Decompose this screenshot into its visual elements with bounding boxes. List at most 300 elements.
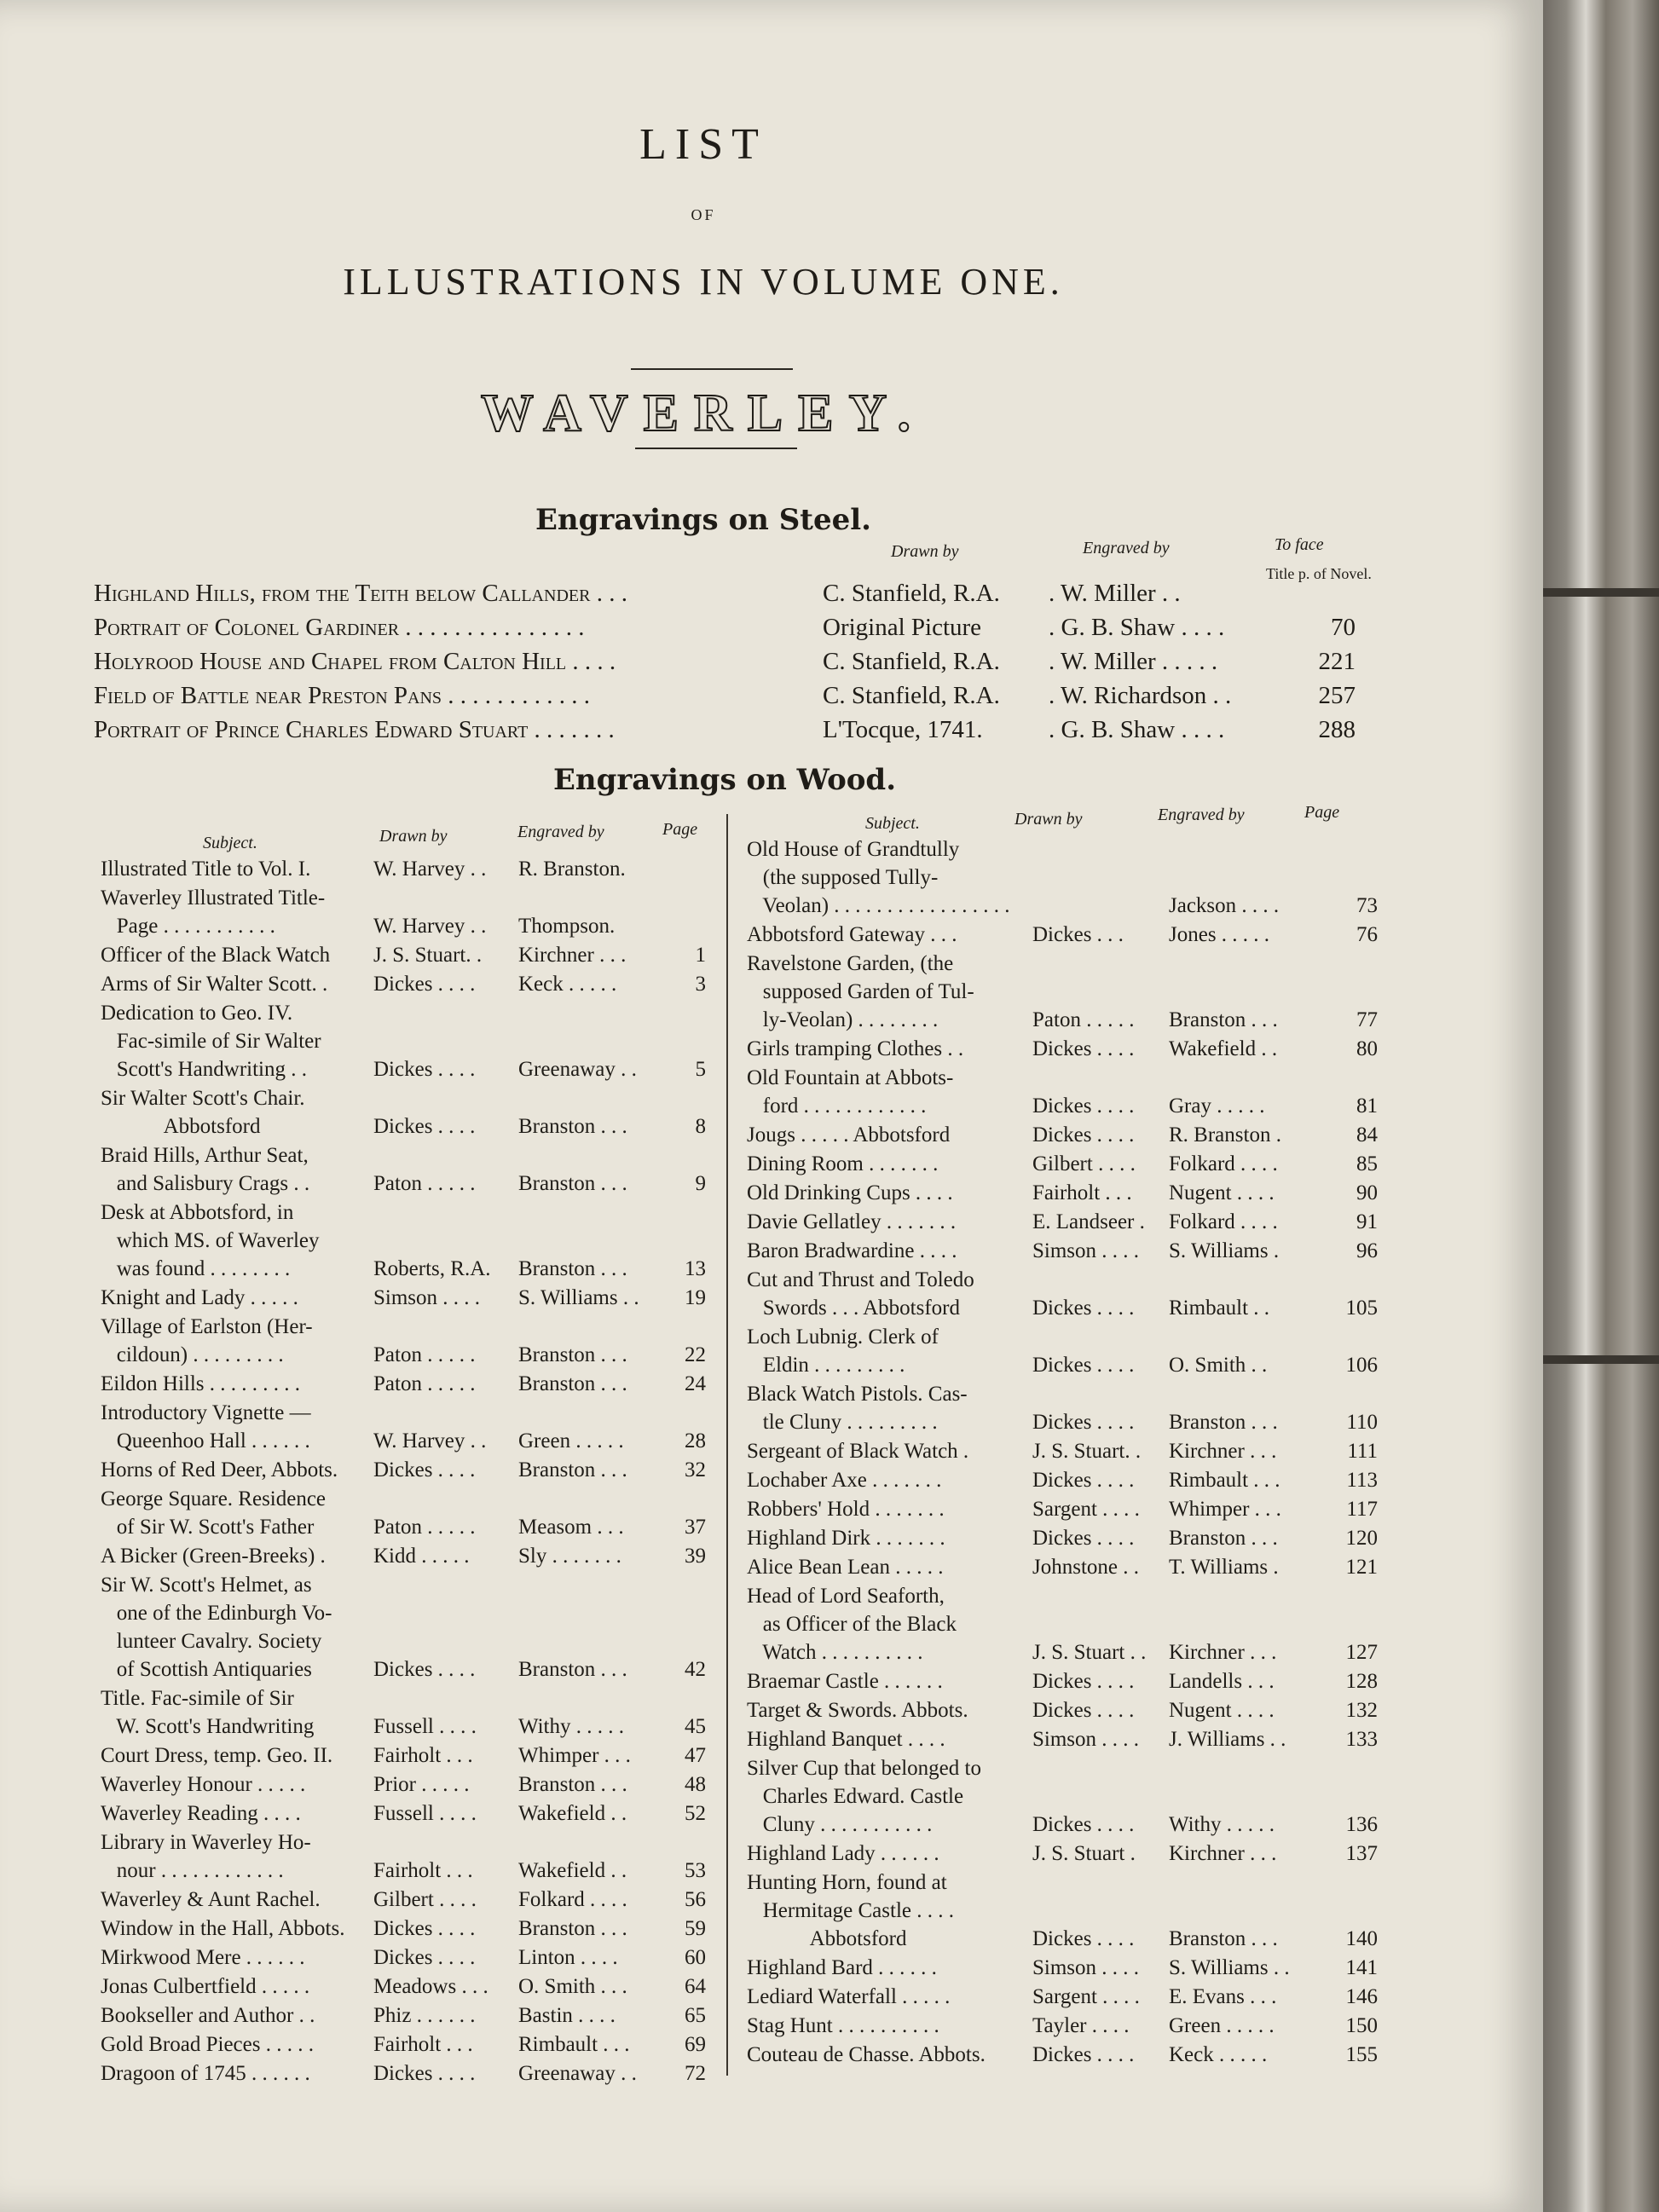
wood-subject-line: Loch Lubnig. Clerk of [747, 1325, 939, 1349]
wood-drawn-by: Paton . . . . . [1032, 1008, 1135, 1031]
wood-engraved-by: Keck . . . . . [1169, 2043, 1268, 2066]
wood-engraved-by: Kirchner . . . [1169, 1842, 1277, 1865]
wood-drawn-by: Sargent . . . . [1032, 1498, 1140, 1521]
steel-page: 70 [1331, 614, 1356, 641]
wood-engraved-by: Rimbault . . [1169, 1297, 1270, 1320]
wood-entry [101, 2030, 723, 2059]
wood-page: 84 [1356, 1123, 1378, 1146]
wood-entry [747, 1495, 1412, 1523]
wood-drawn-by: J. S. Stuart . . [1032, 1641, 1147, 1664]
wood-page: 9 [695, 1172, 706, 1195]
wood-page: 90 [1356, 1181, 1378, 1204]
wood-entry [747, 1725, 1412, 1753]
wood-subject-line: Waverley Reading . . . . [101, 1802, 301, 1825]
wood-subject-line: Silver Cup that belonged to [747, 1757, 981, 1780]
wood-drawn-by: Fairholt . . . [373, 1859, 473, 1882]
wooden-table-background [1526, 0, 1659, 2212]
wood-subject-line: Eildon Hills . . . . . . . . . [101, 1372, 301, 1395]
steel-header-toface: To face [1275, 535, 1324, 554]
wood-subject-line: (the supposed Tully- [747, 866, 939, 889]
wood-subject-line: Waverley & Aunt Rachel. [101, 1888, 321, 1911]
wood-subject-line: Highland Bard . . . . . . [747, 1956, 937, 1979]
wood-subject-line: Bookseller and Author . . [101, 2004, 315, 2027]
wood-page: 53 [685, 1859, 706, 1882]
wood-subject-line: Black Watch Pistols. Cas- [747, 1383, 968, 1406]
wood-subject-line: Watch . . . . . . . . . . [747, 1641, 923, 1664]
wood-entry [747, 1983, 1412, 2011]
wood-drawn-by: E. Landseer . [1032, 1210, 1145, 1233]
wood-drawn-by: Dickes . . . . [373, 1658, 476, 1681]
wood-subject-line: Target & Swords. Abbots. [747, 1699, 968, 1722]
steel-page: 257 [1318, 682, 1356, 709]
steel-drawn-by: C. Stanfield, R.A. [823, 682, 1000, 709]
wood-engraved-by: Rimbault . . . [1169, 1469, 1280, 1492]
wood-page: 22 [685, 1343, 706, 1366]
wood-drawn-by: Kidd . . . . . [373, 1545, 470, 1568]
wood-engraved-by: Withy . . . . . [518, 1715, 624, 1738]
wood-subject-line: of Sir W. Scott's Father [101, 1516, 315, 1539]
steel-engraved-by: . G. B. Shaw . . . . [1049, 614, 1225, 641]
wood-engraved-by: E. Evans . . . [1169, 1985, 1277, 2008]
wood-engraved-by: Whimper . . . [518, 1744, 631, 1767]
wood-subject-line: Highland Dirk . . . . . . . [747, 1527, 945, 1550]
wood-drawn-by: Dickes . . . . [373, 1917, 476, 1940]
wood-subject-line: Title. Fac-simile of Sir [101, 1687, 294, 1710]
wood-subject-line: Fac-simile of Sir Walter [101, 1030, 321, 1053]
wood-entry [101, 1684, 723, 1741]
wood-subject-line: Abbotsford [101, 1115, 261, 1138]
wood-subject-line: and Salisbury Crags . . [101, 1172, 310, 1195]
wood-entry [747, 921, 1412, 949]
wood-engraved-by: Jackson . . . . [1169, 894, 1280, 917]
wood-drawn-by: J. S. Stuart. . [373, 944, 483, 967]
wood-page: 77 [1356, 1008, 1378, 1031]
title-of: OF [691, 206, 716, 223]
wood-drawn-by: Simson . . . . [373, 1286, 481, 1309]
wood-page: 37 [685, 1516, 706, 1539]
wood-entry [747, 1035, 1412, 1063]
wood-subject-line: Lochaber Axe . . . . . . . [747, 1469, 942, 1492]
wood-entry [101, 855, 723, 883]
wood-entry [101, 1915, 723, 1943]
wood-subject-line: Girls tramping Clothes . . [747, 1037, 964, 1060]
wood-engraved-by: Branston . . . [518, 1458, 627, 1481]
wood-subject-line: supposed Garden of Tul- [747, 980, 974, 1003]
wood-drawn-by: Simson . . . . [1032, 1956, 1140, 1979]
wood-engraved-by: O. Smith . . . [518, 1975, 627, 1998]
wood-drawn-by: Dickes . . . . [373, 1458, 476, 1481]
wood-engraved-by: Greenaway . . [518, 2062, 637, 2085]
wood-drawn-by: Prior . . . . . [373, 1773, 470, 1796]
wood-subject-line: ford . . . . . . . . . . . . [747, 1094, 927, 1118]
wood-right-header-engraved: Engraved by [1158, 806, 1245, 824]
wood-entry [101, 1542, 723, 1570]
wood-subject-line: Arms of Sir Walter Scott. . [101, 973, 328, 996]
wood-drawn-by: Paton . . . . . [373, 1516, 476, 1539]
wood-subject-line: Sergeant of Black Watch . [747, 1440, 969, 1463]
wood-page: 127 [1345, 1641, 1378, 1664]
wood-subject-line: Dedication to Geo. IV. [101, 1002, 293, 1025]
steel-section-title: Engravings on Steel. [535, 503, 871, 537]
wood-page: 120 [1345, 1527, 1378, 1550]
wood-subject-line: Braid Hills, Arthur Seat, [101, 1144, 309, 1167]
wood-page: 52 [685, 1802, 706, 1825]
wood-entry [747, 1266, 1412, 1322]
wood-subject-line: Introductory Vignette — [101, 1401, 311, 1424]
wood-subject-line: lunteer Cavalry. Society [101, 1630, 322, 1653]
wood-entry [101, 1313, 723, 1369]
wood-page: 80 [1356, 1037, 1378, 1060]
wood-section-title: Engravings on Wood. [552, 763, 897, 797]
wood-subject-line: Davie Gellatley . . . . . . . [747, 1210, 957, 1233]
wood-entry [101, 2001, 723, 2030]
wood-engraved-by: Folkard . . . . [518, 1888, 627, 1911]
wood-right-header-subject: Subject. [865, 814, 920, 833]
wood-right-header-drawn: Drawn by [1014, 810, 1083, 829]
wood-page: 76 [1356, 923, 1378, 946]
wood-entry [101, 2059, 723, 2088]
wood-subject-line: Abbotsford [747, 1927, 907, 1950]
wood-engraved-by: Landells . . . [1169, 1670, 1275, 1693]
wood-drawn-by: Simson . . . . [1032, 1239, 1140, 1262]
wood-drawn-by: Dickes . . . . [1032, 1354, 1135, 1377]
wood-drawn-by: Dickes . . . . [373, 973, 476, 996]
wood-subject-line: Dining Room . . . . . . . [747, 1152, 939, 1175]
wood-page: 91 [1356, 1210, 1378, 1233]
wood-subject-line: Horns of Red Deer, Abbots. [101, 1458, 338, 1481]
wood-page: 73 [1356, 894, 1378, 917]
wood-entry [747, 1582, 1412, 1666]
wood-drawn-by: Dickes . . . . [1032, 1037, 1135, 1060]
wood-entry [747, 2012, 1412, 2040]
wood-page: 85 [1356, 1152, 1378, 1175]
wood-drawn-by: Dickes . . . . [1032, 1469, 1135, 1492]
wood-drawn-by: W. Harvey . . [373, 1429, 487, 1453]
wood-engraved-by: Greenaway . . [518, 1058, 637, 1081]
wood-subject-line: tle Cluny . . . . . . . . . [747, 1411, 938, 1434]
wood-page: 133 [1345, 1728, 1378, 1751]
wood-entry [101, 1741, 723, 1770]
wood-subject-line: ly-Veolan) . . . . . . . . [747, 1008, 939, 1031]
wood-page: 42 [685, 1658, 706, 1681]
wood-drawn-by: Dickes . . . . [1032, 1699, 1135, 1722]
wood-entry [747, 1839, 1412, 1868]
wood-entry [747, 1696, 1412, 1724]
wood-engraved-by: O. Smith . . [1169, 1354, 1268, 1377]
wood-page: 136 [1345, 1813, 1378, 1836]
wood-entry [747, 1437, 1412, 1465]
wood-subject-line: Head of Lord Seaforth, [747, 1585, 945, 1608]
novel-title: WAVERLEY. [480, 384, 927, 442]
wood-subject-line: Old House of Grandtully [747, 838, 960, 861]
steel-header-drawn: Drawn by [891, 542, 959, 561]
wood-subject-line: Couteau de Chasse. Abbots. [747, 2043, 986, 2066]
wood-engraved-by: Nugent . . . . [1169, 1181, 1275, 1204]
wood-subject-line: Waverley Illustrated Title- [101, 887, 326, 910]
wood-drawn-by: Gilbert . . . . [1032, 1152, 1136, 1175]
wood-entry [101, 1828, 723, 1885]
wood-engraved-by: Jones . . . . . [1169, 923, 1270, 946]
wood-entry [101, 1456, 723, 1484]
column-divider [726, 814, 728, 2076]
wood-page: 8 [695, 1115, 706, 1138]
wood-entry [747, 1954, 1412, 1982]
wood-subject-line: Baron Bradwardine . . . . [747, 1239, 957, 1262]
steel-drawn-by: L'Tocque, 1741. [823, 716, 983, 743]
wood-page: 19 [685, 1286, 706, 1309]
wood-subject-line: Court Dress, temp. Geo. II. [101, 1744, 333, 1767]
page-title: LIST [639, 120, 767, 169]
wood-page: 121 [1345, 1556, 1378, 1579]
wood-engraved-by: Branston . . . [518, 1257, 627, 1280]
steel-engraved-by: . G. B. Shaw . . . . [1049, 716, 1225, 743]
wood-drawn-by: Sargent . . . . [1032, 1985, 1140, 2008]
wood-entry [747, 835, 1412, 920]
wood-drawn-by: Dickes . . . . [1032, 1411, 1135, 1434]
steel-engraved-by: . W. Richardson . . [1049, 682, 1232, 709]
wood-seam [1526, 588, 1659, 597]
wood-engraved-by: Branston . . . [518, 1115, 627, 1138]
wood-subject-line: Stag Hunt . . . . . . . . . . [747, 2014, 939, 2037]
wood-subject-line: Alice Bean Lean . . . . . [747, 1556, 944, 1579]
wood-engraved-by: Branston . . . [518, 1917, 627, 1940]
wood-engraved-by: Whimper . . . [1169, 1498, 1281, 1521]
wood-engraved-by: Branston . . . [518, 1343, 627, 1366]
wood-subject-line: Cluny . . . . . . . . . . . [747, 1813, 933, 1836]
wood-engraved-by: Rimbault . . . [518, 2033, 630, 2056]
wood-entry [101, 1370, 723, 1398]
wood-drawn-by: J. S. Stuart . [1032, 1842, 1136, 1865]
wood-subject-line: Window in the Hall, Abbots. [101, 1917, 345, 1940]
rule-above-novel [631, 368, 793, 370]
wood-entry [101, 1084, 723, 1141]
wood-page: 96 [1356, 1239, 1378, 1262]
wood-subject-line: Dragoon of 1745 . . . . . . [101, 2062, 310, 2085]
wood-page: 32 [685, 1458, 706, 1481]
wood-subject-line: Waverley Honour . . . . . [101, 1773, 306, 1796]
wood-engraved-by: Branston . . . [1169, 1927, 1278, 1950]
wood-engraved-by: Linton . . . . [518, 1946, 618, 1969]
wood-subject-line: Abbotsford Gateway . . . [747, 923, 957, 946]
wood-page: 45 [685, 1715, 706, 1738]
wood-subject-line: Charles Edward. Castle [747, 1785, 964, 1808]
wood-page: 48 [685, 1773, 706, 1796]
wood-subject-line: Robbers' Hold . . . . . . . [747, 1498, 945, 1521]
wood-engraved-by: Folkard . . . . [1169, 1210, 1278, 1233]
wood-left-header-page: Page [662, 820, 698, 839]
steel-header-engraved: Engraved by [1083, 539, 1170, 557]
wood-entry [101, 970, 723, 998]
wood-engraved-by: J. Williams . . [1169, 1728, 1286, 1751]
wood-drawn-by: Fairholt . . . [1032, 1181, 1132, 1204]
wood-subject-line: cildoun) . . . . . . . . . [101, 1343, 284, 1366]
wood-entry [747, 1868, 1412, 1953]
wood-page: 60 [685, 1946, 706, 1969]
wood-engraved-by: Branston . . . [518, 1773, 627, 1796]
wood-drawn-by: Gilbert . . . . [373, 1888, 477, 1911]
wood-subject-line: which MS. of Waverley [101, 1229, 320, 1252]
wood-page: 24 [685, 1372, 706, 1395]
wood-subject-line: Queenhoo Hall . . . . . . [101, 1429, 310, 1453]
wood-page: 65 [685, 2004, 706, 2027]
wood-entry [747, 1237, 1412, 1265]
wood-drawn-by: J. S. Stuart. . [1032, 1440, 1142, 1463]
wood-page: 47 [685, 1744, 706, 1767]
wood-subject-line: Highland Lady . . . . . . [747, 1842, 939, 1865]
wood-page: 113 [1346, 1469, 1378, 1492]
steel-page: 221 [1318, 648, 1356, 675]
wood-page: 146 [1345, 1985, 1378, 2008]
wood-subject-line: Desk at Abbotsford, in [101, 1201, 294, 1224]
wood-page: 141 [1345, 1956, 1378, 1979]
wood-page: 110 [1346, 1411, 1378, 1434]
steel-subject: Portrait of Colonel Gardiner . . . . . . . . . . . . . . . [94, 614, 585, 641]
wood-subject-line: Library in Waverley Ho- [101, 1831, 311, 1854]
wood-drawn-by: Dickes . . . . [373, 2062, 476, 2085]
wood-drawn-by: Dickes . . . . [1032, 1527, 1135, 1550]
wood-page: 132 [1345, 1699, 1378, 1722]
wood-subject-line: Braemar Castle . . . . . . [747, 1670, 943, 1693]
wood-subject-line: Sir W. Scott's Helmet, as [101, 1574, 312, 1597]
wood-entry [747, 1754, 1412, 1839]
wood-entry [747, 1323, 1412, 1379]
wood-engraved-by: S. Williams . . [1169, 1956, 1290, 1979]
wood-subject-line: W. Scott's Handwriting [101, 1715, 315, 1738]
wood-subject-line: Old Fountain at Abbots- [747, 1066, 954, 1089]
wood-drawn-by: Fairholt . . . [373, 2033, 473, 2056]
wood-subject-line: Veolan) . . . . . . . . . . . . . . . . . [747, 894, 1010, 917]
wood-entry [101, 1198, 723, 1283]
wood-drawn-by: Dickes . . . . [1032, 1927, 1135, 1950]
wood-subject-line: nour . . . . . . . . . . . . [101, 1859, 284, 1882]
wood-page: 59 [685, 1917, 706, 1940]
steel-subject: Field of Battle near Preston Pans . . . . . . . . . . . . [94, 682, 591, 709]
wood-page: 72 [685, 2062, 706, 2085]
wood-drawn-by: Dickes . . . [1032, 923, 1124, 946]
wood-engraved-by: Branston . . . [1169, 1527, 1278, 1550]
wood-drawn-by: Fussell . . . . [373, 1802, 477, 1825]
wood-subject-line: A Bicker (Green-Breeks) . [101, 1545, 326, 1568]
wood-page: 137 [1345, 1842, 1378, 1865]
wood-drawn-by: W. Harvey . . [373, 915, 487, 938]
wood-right-header-page: Page [1304, 803, 1340, 822]
wood-subject-line: Cut and Thrust and Toledo [747, 1268, 974, 1291]
wood-drawn-by: Simson . . . . [1032, 1728, 1140, 1751]
wood-engraved-by: Folkard . . . . [1169, 1152, 1278, 1175]
wood-drawn-by: Dickes . . . . [1032, 1297, 1135, 1320]
wood-page: 1 [695, 944, 706, 967]
wood-subject-line: Lediard Waterfall . . . . . [747, 1985, 951, 2008]
wood-engraved-by: Nugent . . . . [1169, 1699, 1275, 1722]
wood-entry [101, 1799, 723, 1828]
wood-seam [1526, 1355, 1659, 1364]
wood-drawn-by: Dickes . . . . [1032, 1123, 1135, 1146]
wood-page: 56 [685, 1888, 706, 1911]
wood-engraved-by: R. Branston. [518, 858, 626, 881]
wood-entry [101, 1943, 723, 1972]
wood-engraved-by: Wakefield . . [518, 1859, 627, 1882]
wood-drawn-by: Phiz . . . . . . [373, 2004, 476, 2027]
wood-entry [101, 999, 723, 1083]
wood-drawn-by: Dickes . . . . [373, 1058, 476, 1081]
wood-engraved-by: Branston . . . [518, 1172, 627, 1195]
wood-subject-line: Jonas Culbertfield . . . . . [101, 1975, 310, 1998]
wood-subject-line: Hunting Horn, found at [747, 1871, 947, 1894]
wood-subject-line: Scott's Handwriting . . [101, 1058, 307, 1081]
wood-subject-line: as Officer of the Black [747, 1613, 957, 1636]
wood-page: 150 [1345, 2014, 1378, 2037]
wood-engraved-by: Measom . . . [518, 1516, 624, 1539]
wood-entry [747, 1121, 1412, 1149]
wood-entry [747, 1179, 1412, 1207]
wood-subject-line: Old Drinking Cups . . . . [747, 1181, 953, 1204]
steel-subject: Portrait of Prince Charles Edward Stuart . . . . . . . [94, 716, 615, 743]
wood-entry [747, 1466, 1412, 1494]
wood-engraved-by: S. Williams . [1169, 1239, 1280, 1262]
wood-engraved-by: Green . . . . . [518, 1429, 624, 1453]
wood-drawn-by: Paton . . . . . [373, 1172, 476, 1195]
wood-page: 111 [1347, 1440, 1378, 1463]
wood-subject-line: Highland Banquet . . . . [747, 1728, 945, 1751]
wood-page: 117 [1346, 1498, 1378, 1521]
wood-entry [747, 1524, 1412, 1552]
wood-drawn-by: W. Harvey . . [373, 858, 487, 881]
steel-drawn-by: Original Picture [823, 614, 982, 641]
wood-entry [101, 1770, 723, 1799]
wood-entry [747, 1667, 1412, 1695]
wood-subject-line: Village of Earlston (Her- [101, 1315, 313, 1338]
wood-page: 28 [685, 1429, 706, 1453]
wood-engraved-by: Branston . . . [1169, 1008, 1278, 1031]
wood-page: 140 [1345, 1927, 1378, 1950]
wood-drawn-by: Paton . . . . . [373, 1372, 476, 1395]
wood-entry [747, 1380, 1412, 1436]
page-subtitle: ILLUSTRATIONS IN VOLUME ONE. [343, 261, 1064, 303]
wood-page: 13 [685, 1257, 706, 1280]
wood-page: 64 [685, 1975, 706, 1998]
steel-drawn-by: C. Stanfield, R.A. [823, 580, 1000, 607]
wood-entry [747, 1208, 1412, 1236]
wood-engraved-by: Bastin . . . . [518, 2004, 616, 2027]
wood-entry [747, 1064, 1412, 1120]
wood-subject-line: Jougs . . . . . Abbotsford [747, 1123, 951, 1146]
wood-page: 3 [695, 973, 706, 996]
wood-drawn-by: Roberts, R.A. [373, 1257, 491, 1280]
wood-subject-line: Sir Walter Scott's Chair. [101, 1087, 305, 1110]
wood-engraved-by: Wakefield . . [518, 1802, 627, 1825]
wood-entry [747, 1150, 1412, 1178]
wood-subject-line: Ravelstone Garden, (the [747, 952, 954, 975]
wood-entry [747, 1553, 1412, 1581]
wood-drawn-by: Tayler . . . . [1032, 2014, 1130, 2037]
wood-left-header-engraved: Engraved by [517, 823, 604, 841]
wood-subject-line: of Scottish Antiquaries [101, 1658, 312, 1681]
wood-entry [101, 1399, 723, 1455]
wood-entry [101, 1886, 723, 1914]
wood-page: 39 [685, 1545, 706, 1568]
wood-subject-line: Eldin . . . . . . . . . [747, 1354, 905, 1377]
steel-page: Title p. of Novel. [1266, 565, 1372, 582]
wood-drawn-by: Dickes . . . . [1032, 2043, 1135, 2066]
wood-subject-line: one of the Edinburgh Vo- [101, 1602, 332, 1625]
wood-entry [101, 1571, 723, 1684]
steel-drawn-by: C. Stanfield, R.A. [823, 648, 1000, 675]
wood-drawn-by: Dickes . . . . [373, 1946, 476, 1969]
wood-subject-line: Hermitage Castle . . . . [747, 1899, 954, 1922]
wood-engraved-by: Gray . . . . . [1169, 1094, 1265, 1118]
wood-entry [101, 1284, 723, 1312]
wood-engraved-by: Withy . . . . . [1169, 1813, 1275, 1836]
